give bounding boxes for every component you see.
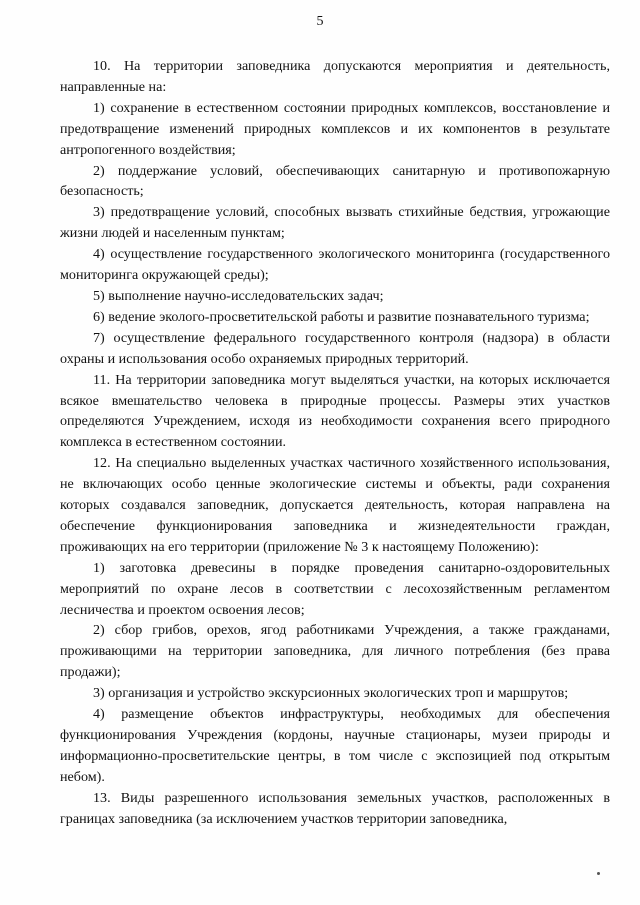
paragraph-10-item-5: 5) выполнение научно-исследовательских задач; (93, 287, 384, 304)
paragraph-10-item-3: 3) предотвращение условий, способных вызвать стихийные бедствия, угрожающие жизни людей и населенным пунктам; (60, 204, 610, 242)
paragraph-10-item-2: 2) поддержание условий, обеспечивающих санитарную и противопожарную безопасность; (60, 162, 610, 200)
paragraph-10-item-7: 7) осуществление федерального государственного контроля (надзора) в области охраны и использования особо охраняемых природных территорий. (60, 329, 610, 367)
document-body (60, 56, 610, 830)
paragraph-10-item-6: 6) ведение эколого-просветительской работы и развитие познавательного туризма; (93, 308, 590, 325)
paragraph-13: 13. Виды разрешенного использования земельных участков, расположенных в границах заповедника (за исключением участков территории заповедника, (60, 789, 610, 827)
paragraph-11: 11. На территории заповедника могут выделяться участки, на которых исключается всякое вмешательство человека в природные процессы. Размеры этих участков определяются Учреждением, исходя из необходимости сохранения всего природного комплекса в естественном состоянии. (60, 371, 610, 451)
page-number: 5 (316, 14, 324, 29)
paragraph-12-item-1: 1) заготовка древесины в порядке проведения санитарно-оздоровительных мероприятий по охране лесов в соответствии с лесохозяйственным регламентом лесничества и проектом освоения лесов; (60, 559, 610, 618)
paragraph-12-item-2: 2) сбор грибов, орехов, ягод работниками Учреждения, а также гражданами, проживающими на территории заповедника, для личного потребления (без права продажи); (60, 622, 610, 681)
paragraph-12-intro: 12. На специально выделенных участках частичного хозяйственного использования, не включающих особо ценные экологические системы и объекты, ради сохранения которых создавался заповедник, допускается деятельность, которая направлена на обеспечение функционирования заповедника и жизнедеятельности граждан, проживающих на его территории (приложение № 3 к настоящему Положению): (60, 455, 610, 555)
scan-speck (597, 872, 600, 875)
paragraph-10-item-4: 4) осуществление государственного экологического мониторинга (государственного мониторинга окружающей среды); (60, 246, 610, 284)
paragraph-10-intro: 10. На территории заповедника допускаются мероприятия и деятельность, направленные на: (60, 58, 610, 95)
paragraph-12-item-4: 4) размещение объектов инфраструктуры, необходимых для обеспечения функционирования Учреждения (кордоны, научные стационары, музеи природы и информационно-просветительские центры, в том числе с экспозицией под открытым небом). (60, 706, 610, 785)
paragraph-10-item-1: 1) сохранение в естественном состоянии природных комплексов, восстановление и предотвращение изменений природных комплексов и их компонентов в результате антропогенного воздействия; (60, 99, 610, 158)
paragraph-12-item-3: 3) организация и устройство экскурсионных экологических троп и маршрутов; (93, 685, 569, 702)
